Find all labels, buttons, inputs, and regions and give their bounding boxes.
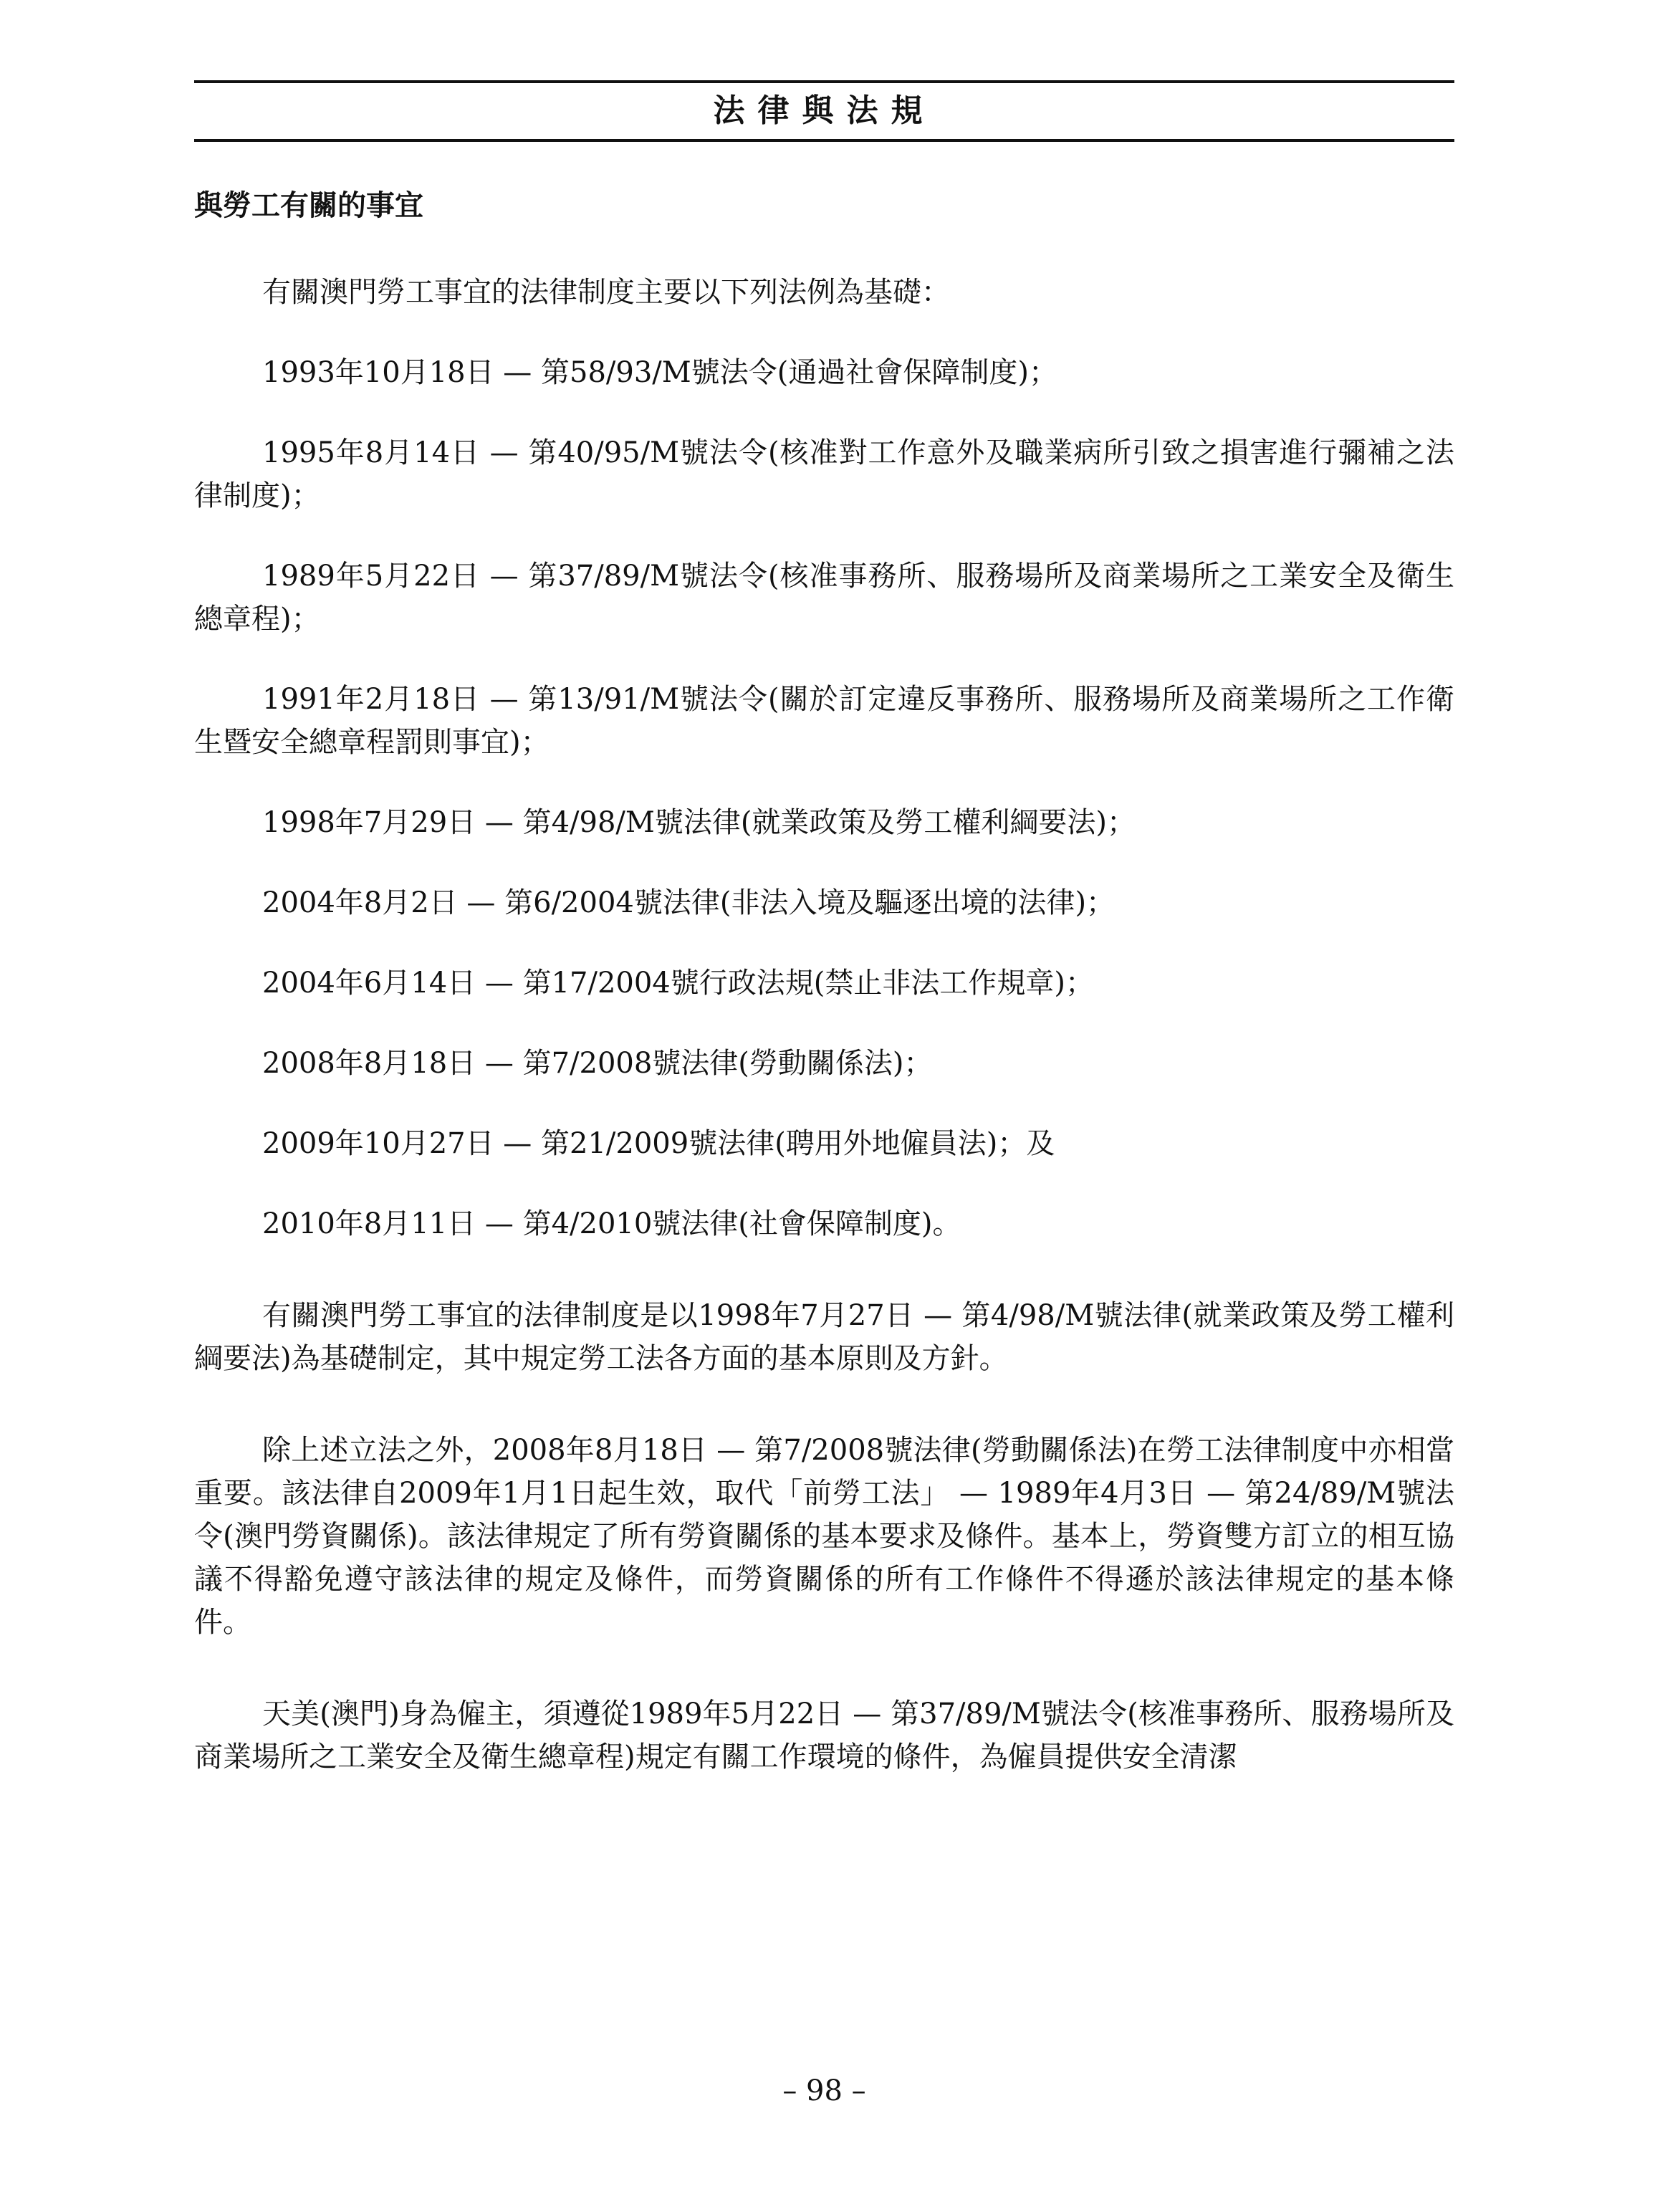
framework-paragraph: 有關澳門勞工事宜的法律制度是以1998年7月27日 — 第4/98/M號法律(就業政策及勞工權利綱要法)為基礎制定，其中規定勞工法各方面的基本原則及方針。 [194, 1299, 1454, 1375]
law-item-2010: 2010年8月11日 — 第4/2010號法律(社會保障制度)。 [262, 1207, 961, 1240]
law-item-1989: 1989年5月22日 — 第37/89/M號法令(核准事務所、服務場所及商業場所之工業安全及衛生總章程)； [194, 560, 1454, 636]
page-header-title: 法律與法規 [713, 92, 936, 129]
law-item-2004-jun: 2004年6月14日 — 第17/2004號行政法規(禁止非法工作規章)； [262, 967, 1094, 1000]
employer-obligations-paragraph: 天美(澳門)身為僱主，須遵從1989年5月22日 — 第37/89/M號法令(核准事務所、服務場所及商業場所之工業安全及衛生總章程)規定有關工作環境的條件，為僱員提供安全清潔 [194, 1698, 1454, 1773]
section-heading: 與勞工有關的事宜 [194, 188, 423, 222]
header-top-rule [194, 80, 1454, 83]
body-text [194, 271, 1454, 1778]
law-item-2009: 2009年10月27日 — 第21/2009號法律(聘用外地僱員法)；及 [262, 1127, 1055, 1160]
page-number: – 98 – [782, 2074, 866, 2107]
labour-relations-paragraph: 除上述立法之外，2008年8月18日 — 第7/2008號法律(勞動關係法)在勞工法律制度中亦相當重要。該法律自2009年1月1日起生效，取代「前勞工法」 — 1989年4月3日 — 第24/89/M號法令(澳門勞資關係)。該法律規定了所有勞資關係的基本要求及條件。基本上，勞資雙方訂立的相互協議不得豁免遵守該法律的規定及條件，而勞資關係的所有工作條件不得遜於該法律規定的基本條件。 [194, 1434, 1454, 1639]
law-item-1998: 1998年7月29日 — 第4/98/M號法律(就業政策及勞工權利綱要法)； [262, 806, 1136, 839]
header-bottom-rule [194, 139, 1454, 142]
intro-paragraph: 有關澳門勞工事宜的法律制度主要以下列法例為基礎： [262, 276, 950, 309]
law-item-1991: 1991年2月18日 — 第13/91/M號法令(關於訂定違反事務所、服務場所及商業場所之工作衛生暨安全總章程罰則事宜)； [194, 683, 1454, 759]
law-item-2004-aug: 2004年8月2日 — 第6/2004號法律(非法入境及驅逐出境的法律)； [262, 886, 1116, 919]
law-item-1995: 1995年8月14日 — 第40/95/M號法令(核准對工作意外及職業病所引致之損害進行彌補之法律制度)； [194, 436, 1454, 512]
law-item-1993: 1993年10月18日 — 第58/93/M號法令(通過社會保障制度)； [262, 356, 1057, 389]
law-item-2008: 2008年8月18日 — 第7/2008號法律(勞動關係法)； [262, 1047, 933, 1080]
